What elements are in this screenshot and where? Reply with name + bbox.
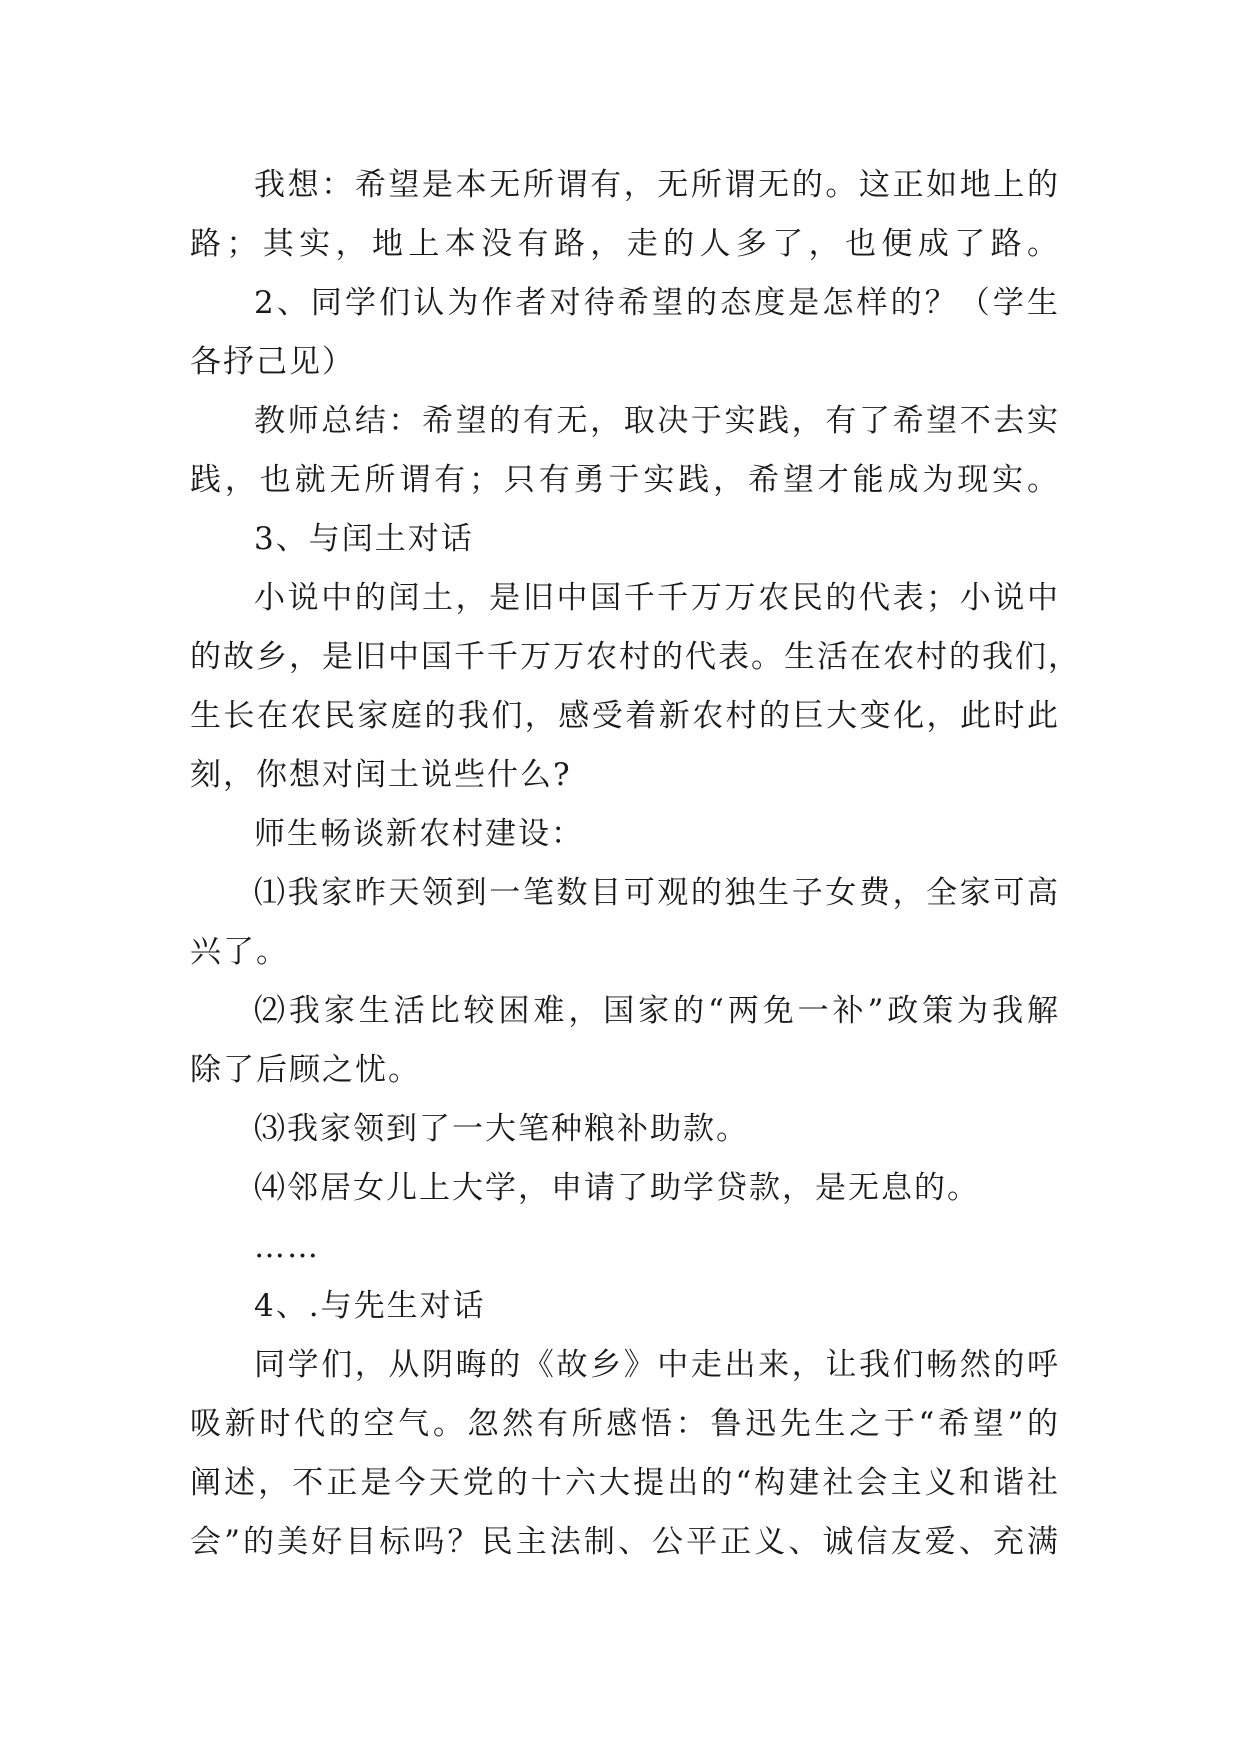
list-item-2-line-2: 除了后顾之忧。 [190, 1052, 421, 1088]
final-paragraph-line-1: 同学们，从阴晦的《故乡》中走出来，让我们畅然的呼 [254, 1347, 1060, 1383]
section-4-heading: 4、.与先生对话 [254, 1288, 486, 1324]
list-item-3: ⑶我家领到了一大笔种粮补助款。 [254, 1111, 749, 1147]
runtu-paragraph-line-2: 的故乡，是旧中国千千万万农村的代表。生活在农村的我们， [190, 639, 1081, 675]
list-item-1-line-2: 兴了。 [190, 934, 289, 970]
runtu-paragraph-line-4: 刻，你想对闰土说些什么? [190, 757, 572, 793]
section-3-heading: 3、与闰土对话 [254, 521, 474, 557]
paragraph-hope-line-2: 路；其实，地上本没有路，走的人多了，也便成了路。 [190, 226, 1060, 262]
runtu-paragraph-line-1: 小说中的闰土，是旧中国千千万万农民的代表；小说中 [254, 580, 1060, 616]
question-2-line-2: 各抒己见） [190, 344, 355, 380]
list-item-4: ⑷邻居女儿上大学，申请了助学贷款，是无息的。 [254, 1170, 980, 1206]
list-item-2-line-1: ⑵我家生活比较困难，国家的“两免一补”政策为我解 [254, 993, 1060, 1029]
final-paragraph-line-2: 吸新时代的空气。忽然有所感悟：鲁迅先生之于“希望”的 [190, 1406, 1060, 1442]
ellipsis: …… [254, 1229, 320, 1265]
final-paragraph-line-4: 会”的美好目标吗？民主法制、公平正义、诚信友爱、充满 [190, 1524, 1060, 1560]
runtu-paragraph-line-3: 生长在农民家庭的我们，感受着新农村的巨大变化，此时此 [190, 698, 1060, 734]
question-2-line-1: 2、同学们认为作者对待希望的态度是怎样的？（学生 [254, 285, 1060, 321]
document-body [190, 156, 1081, 1572]
paragraph-hope-line-1: 我想：希望是本无所谓有，无所谓无的。这正如地上的 [254, 167, 1060, 203]
teacher-summary-line-2: 践，也就无所谓有；只有勇于实践，希望才能成为现实。 [190, 462, 1060, 498]
final-paragraph-line-3: 阐述，不正是今天党的十六大提出的“构建社会主义和谐社 [190, 1465, 1060, 1501]
discussion-intro: 师生畅谈新农村建设： [254, 816, 584, 852]
teacher-summary-line-1: 教师总结：希望的有无，取决于实践，有了希望不去实 [254, 403, 1060, 439]
list-item-1-line-1: ⑴我家昨天领到一笔数目可观的独生子女费，全家可高 [254, 875, 1060, 911]
